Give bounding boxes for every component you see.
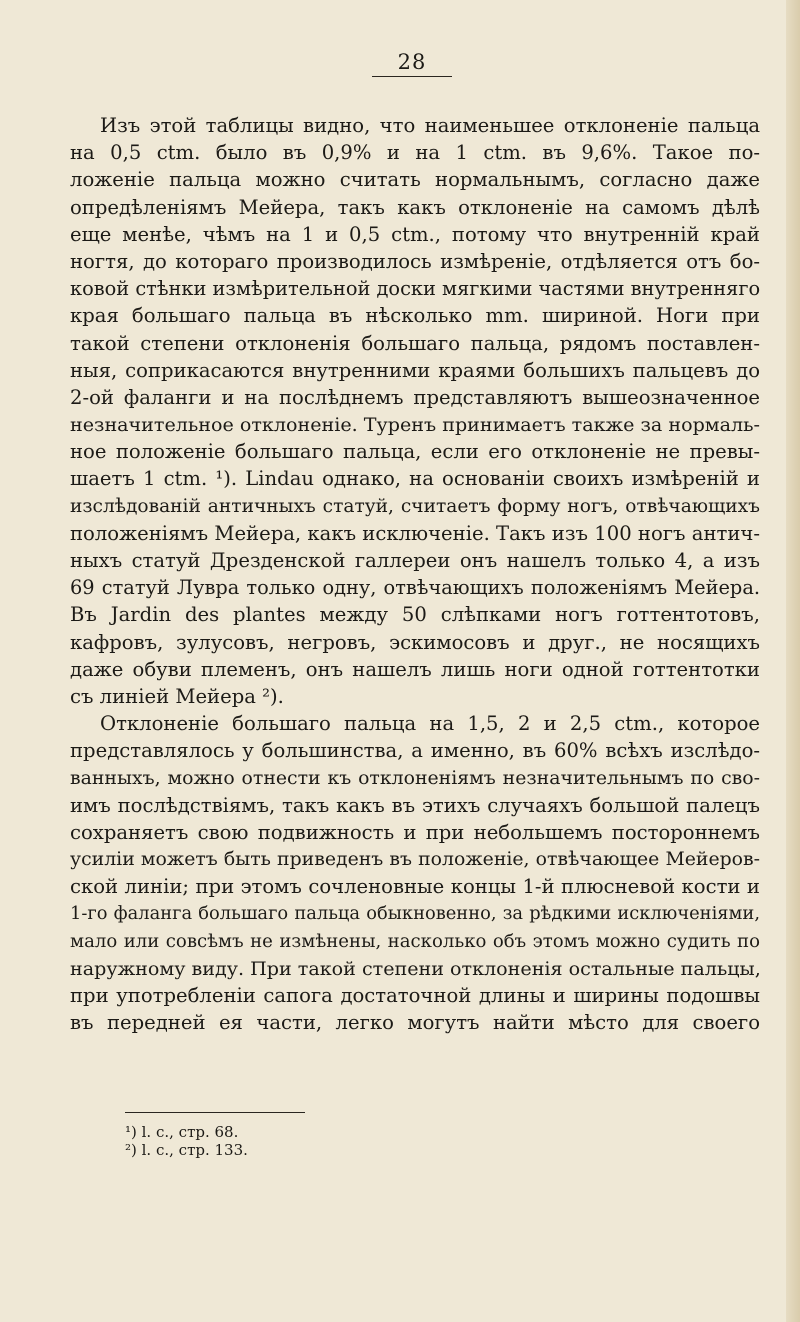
text-line: Отклоненіе большаго пальца на 1,5, 2 и 2,5 ctm., которое bbox=[100, 712, 760, 736]
footnote: ²) l. c., стр. 133. bbox=[125, 1141, 248, 1159]
text-line: представлялось у большинства, а именно, въ 60% всѣхъ изслѣдо- bbox=[70, 739, 760, 763]
page-number: 28 bbox=[397, 50, 427, 74]
text-line: ногтя, до котораго производилось измѣреніе, отдѣляется отъ бо- bbox=[70, 249, 760, 273]
text-line: на 0,5 ctm. было въ 0,9% и на 1 ctm. въ 9,6%. Такое по- bbox=[70, 141, 760, 165]
text-line: имъ послѣдствіямъ, такъ какъ въ этихъ случаяхъ большой палецъ bbox=[70, 793, 760, 817]
text-line: ложеніе пальца можно считать нормальнымъ, согласно даже bbox=[70, 168, 760, 192]
text-line: края большаго пальца въ нѣсколько mm. шириной. Ноги при bbox=[70, 304, 760, 328]
text-line: изслѣдованій античныхъ статуй, считаетъ форму ногъ, отвѣчающихъ bbox=[70, 495, 760, 517]
text-line: незначительное отклоненіе. Туренъ принимаетъ также за нормаль- bbox=[70, 413, 761, 437]
text-line: еще менѣе, чѣмъ на 1 и 0,5 ctm., потому что внутренній край bbox=[70, 222, 760, 246]
text-line: ванныхъ, можно отнести къ отклоненіямъ незначительнымъ по сво- bbox=[70, 767, 760, 789]
footnotes bbox=[125, 1123, 525, 1159]
text-line: ныя, соприкасаются внутренними краями большихъ пальцевъ до bbox=[70, 358, 760, 382]
page-number-underline bbox=[372, 76, 452, 77]
text-line: ковой стѣнки измѣрительной доски мягкими частями внутренняго bbox=[70, 277, 761, 301]
text-line: Изъ этой таблицы видно, что наименьшее отклоненіе пальца bbox=[100, 114, 760, 137]
text-line: сохраняетъ свою подвижность и при небольшемъ постороннемъ bbox=[70, 820, 760, 844]
text-line: усиліи можетъ быть приведенъ въ положеніе, отвѣчающее Мейеров- bbox=[70, 849, 760, 871]
text-line: съ линіей Мейера ²). bbox=[70, 684, 284, 708]
text-line: при употребленіи сапога достаточной длины и ширины подошвы bbox=[70, 984, 760, 1007]
text-line: 2-ой фаланги и на послѣднемъ представляютъ вышеозначенное bbox=[70, 385, 760, 409]
footnote: ¹) l. c., стр. 68. bbox=[125, 1123, 239, 1141]
body-text bbox=[70, 112, 760, 1036]
text-line: въ передней ея части, легко могутъ найти мѣсто для своего bbox=[70, 1011, 760, 1035]
text-line: кафровъ, зулусовъ, негровъ, эскимосовъ и друг., не носящихъ bbox=[70, 630, 760, 654]
page-edge-shadow bbox=[786, 0, 800, 1322]
text-line: положеніямъ Мейера, какъ исключеніе. Такъ изъ 100 ногъ антич- bbox=[70, 521, 760, 545]
text-line: опредѣленіямъ Мейера, такъ какъ отклоненіе на самомъ дѣлѣ bbox=[70, 195, 760, 219]
text-line: Въ Jardin des plantes между 50 слѣпками ногъ готтентотовъ, bbox=[70, 603, 760, 627]
text-line: 69 статуй Лувра только одну, отвѣчающихъ положеніямъ Мейера. bbox=[70, 576, 760, 600]
footnote-divider bbox=[125, 1112, 305, 1113]
text-line: шаетъ 1 ctm. ¹). Lindau однако, на основаніи своихъ измѣреній и bbox=[70, 467, 760, 491]
page-header bbox=[372, 50, 452, 77]
text-line: наружному виду. При такой степени отклоненія остальные пальцы, bbox=[70, 956, 761, 980]
text-line: мало или совсѣмъ не измѣнены, насколько объ этомъ можно судить по bbox=[70, 930, 760, 952]
text-line: ное положеніе большаго пальца, если его отклоненіе не превы- bbox=[70, 440, 760, 464]
text-line: ныхъ статуй Дрезденской галлереи онъ нашелъ только 4, а изъ bbox=[70, 549, 760, 572]
text-line: такой степени отклоненія большаго пальца, рядомъ поставлен- bbox=[70, 331, 760, 355]
text-line: ской линіи; при этомъ сочленовные концы 1-й плюсневой кости и bbox=[70, 875, 760, 899]
text-line: даже обуви племенъ, онъ нашелъ лишь ноги одной готтентотки bbox=[70, 657, 760, 681]
text-line: 1-го фаланга большаго пальца обыкновенно, за рѣдкими исключеніями, bbox=[70, 903, 760, 925]
